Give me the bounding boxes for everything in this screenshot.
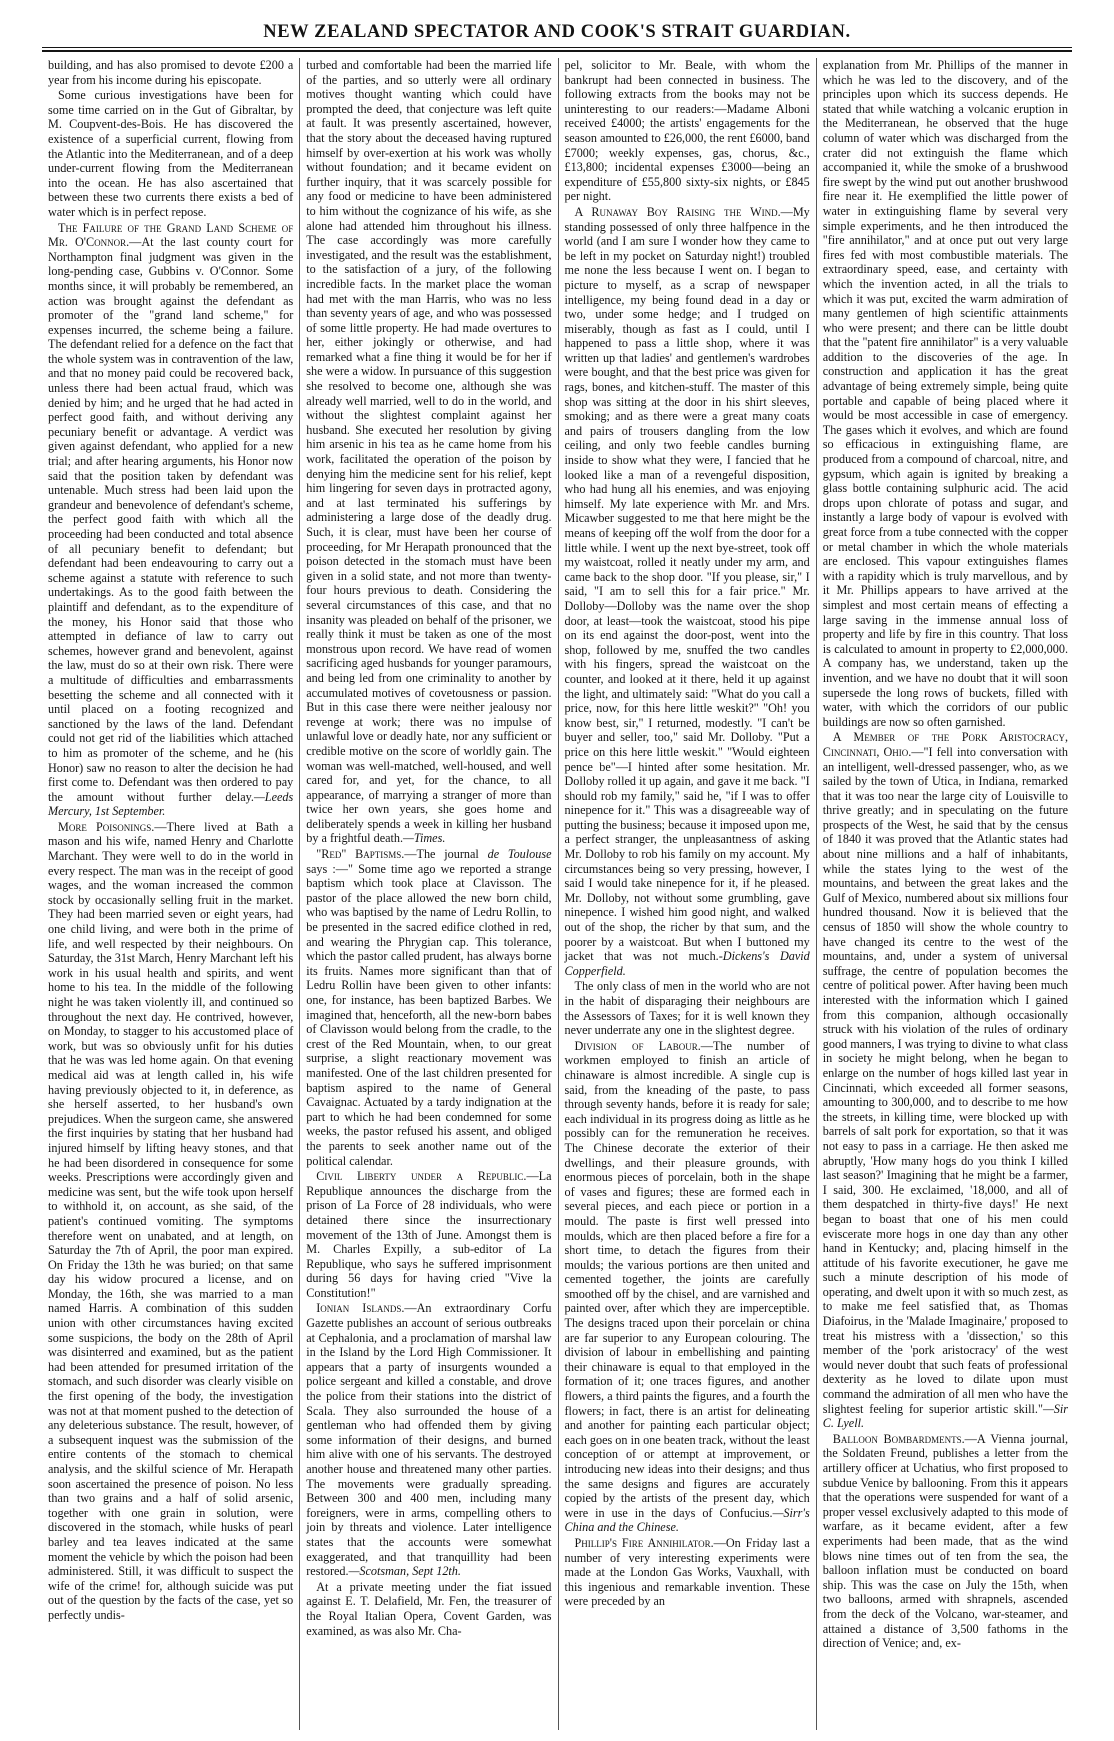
article-civil-liberty [306,1169,551,1300]
heading-land-scheme: The Failure of the Grand Land Scheme of Mr. O'Connor. [48,220,294,250]
heading-poisonings: More Poisonings. [58,819,155,834]
article-land-scheme-source: —Leeds Mercury, 1st September. [48,789,294,819]
heading-balloon-bombardments: Balloon Bombardments. [832,1431,965,1446]
article-pork-aristocracy-source: —Sir C. Lyell. [822,1401,1068,1431]
heading-red-baptisms: "Red" Baptisms. [316,847,405,862]
article-runaway-boy [565,205,810,978]
column-2 [299,58,557,1730]
article-fire-annihilator [565,1536,810,1609]
newspaper-title: NEW ZEALAND SPECTATOR AND COOK'S STRAIT GUARDIAN. [263,22,851,42]
masthead-rule-thin [42,47,1072,48]
article-assessors: The only class of men in the world who are not in the habit of disparaging their neighbours are the Assessors of Taxes; for it is well known they never underrate any one in the slightest degree. [564,979,810,1038]
column-3 [558,58,816,1730]
article-fire-annihilator-continued: explanation from Mr. Phillips of the manner in which he was led to the discovery, and of the principles upon which its success depends. He stated that while watching a volcanic eruption in the Mediterranean, he observed that the huge column of water which was discharged from the crater did not extinguish the flame which accompanied it, while the smoke of a brushwood fire swept by the wind put out another brushwood fire near it. He exemplified the little power of water in extinguishing flame by several very simple experiments, and he then introduced the "fire annihilator," and at once put out very large fires fed with most combustible materials. The extraordinary speed, ease, and certainty with which the invention acted, in all the trials to which it was put, excited the warm admiration of many gentlemen of high scientific attainments who were present; and there can be little doubt that the "patent fire annihilator" is a very valuable addition to the discoveries of the age. In construction and application it has the great advantage of being extremely simple, being quite portable and capable of being placed where it would be most accessible in case of emergency. The gases which it evolves, and which are found so efficacious in extinguishing flame, are produced from a compound of charcoal, nitre, and gypsum, which again is ignited by breaking a glass bottle containing sulphuric acid. The acid drops upon chlorate of potass and sugar, and instantly a large body of vapour is evolved with great force from a tube connected with the copper or metal chamber in which the whole materials are enclosed. This vapour extinguishes flames with a rapidity which is truly marvellous, and by it Mr. Phillips appears to have arrived at the simplest and most certain means of effecting a large saving in the immense annual loss of property and life by fire in this country. That loss is calculated to amount in property to £2,000,000. A company has, we understand, taken up the invention, and we have no doubt that it will soon supersede the long rows of buckets, filled with water, with which the corridors of our public buildings are now so often garnished. [822,58,1068,729]
article-pork-aristocracy [823,730,1068,1431]
article-red-baptisms-body-a: —The journal [404,847,488,862]
article-red-baptisms [306,847,551,1168]
article-red-baptisms-journal: de Toulouse [487,847,552,862]
masthead-rule-thick [42,50,1072,52]
article-poisonings-source: —Times. [403,831,446,846]
article-poisonings [48,820,293,1623]
article-poisonings-cont-body: turbed and comfortable had been the married life of the parties, and so utterly were all ordinary motives thought wanting which could have prompted the deed, that conjecture was left quite at fault. It was presently ascertained, however, that the story about the deceased having ruptured himself by over-exertion at his work was wholly without foundation; and it became evident on further inquiry, that it was scarcely possible for any food or medicine to have been administered to him without the cognizance of his wife, as she alone had attended him throughout his illness. The case accordingly was more carefully investigated, and the result was the establishment, to the satisfaction of a jury, of the following incredible facts. In the market place the woman had met with the man Harris, who was no less than seventy years of age, and who was possessed of some little property. He had made overtures to her, either jokingly or otherwise, and had remarked what a fine thing it would be for her if she were a widow. In pursuance of this suggestion she resolved to become one, although she was already well married, well to do in the world, and without the slightest complaint against her husband. She executed her resolution by giving him arsenic in his tea as he came home from his work, facilitated the operation of the poison by denying him the medicine sent for his relief, kept him lingering for seven days in protracted agony, and at last terminated his sufferings by administering a large dose of the deadly drug. Such, it is clear, must have been her course of proceeding, for Mr Herapath pronounced that the poison detected in the stomach must have been given in a solid state, and not more than twenty-four hours previous to death. Considering the several circumstances of this case, and that no insanity was pleaded on behalf of the prisoner, we really think it must be taken as one of the most monstrous upon record. We have read of women sacrificing aged husbands for younger paramours, and being led from one criminality to another by accumulated motives of covetousness or passion. But in this case there were neither jealousy nor revenge at work; there was no impulse of unlawful love or deadly hate, nor any sufficient or credible motive on the score of worldly gain. The woman was well-matched, well-housed, and well cared for, and yet, for the chance, to all appearance, of marrying a stranger of more than twice her own years, she goes home and deliberately spends a week in killing her husband by a frightful death. [306,58,552,846]
article-balloon-bombardments-body: —A Vienna journal, the Soldaten Freund, publishes a letter from the artillery officer at Uchatius, who first proposed to subdue Venice by ballooning. From this it appears that the operations were suspended for want of a proper vessel exclusively adapted to this mode of warfare, as it became evident, after a few experiments had been made, that as the wind blows nine times out of ten from the sea, the balloon inflation must be conducted on board ship. This was the case on July the 15th, when two balloons, armed with shrapnels, ascended from the deck of the Volcano, war-steamer, and attained a distance of 3,500 fathoms in the direction of Venice; and, ex- [822,1431,1069,1651]
article-fire-annihilator-body: —On Friday last a number of very interesting experiments were made at the London Gas Works, Vauxhall, with this ingenious and remarkable invention. These were preceded by an [564,1535,810,1609]
article-ionian-islands [306,1301,551,1578]
heading-pork-aristocracy: A Member of the Pork Aristocracy, Cincinnati, Ohio. [822,730,1068,759]
article-balloon-bombardments [823,1432,1068,1651]
article-civil-liberty-body: —La Republique announces the discharge from the prison of La Force of 28 individuals, who were detained there since the insurrectionary movement of the 13th of June. Amongst them is M. Charles Expilly, a sub-editor of La Republique, who says he suffered imprisonment during 56 days for having cried "Vive la Constitution!" [306,1169,552,1300]
article-gibraltar-currents: Some curious investigations have been for some time carried on in the Gut of Gibraltar, by M. Coupvent-des-Bois. He has discovered the existence of a superficial current, flowing from the Atlantic into the Mediterranean, and of a deep under-current flowing from the Mediterranean into the ocean. He has also ascertained that between these two currents there exists a bed of water which is in perfect repose. [48,88,294,219]
heading-ionian-islands: Ionian Islands. [316,1301,405,1316]
article-land-scheme-body: —At the last county court for Northampton final judgment was given in the long-pending case, Gubbins v. O'Connor. Some months since, it will probably be remembered, an action was brought against the defendant as promoter of the "grand land scheme," for expenses incurred, the scheme being a failure. The defendant relied for a defence on the fact that the whole system was in contravention of the law, and that no money paid could be recovered back, unless there had been actual fraud, which was denied by him; and he urged that he had acted in perfect good faith, and without deriving any pecuniary benefit or advantage. A verdict was given against defendant, who applied for a new trial; and after hearing arguments, his Honor now said that the position taken by defendant was untenable. Much stress had been laid upon the grandeur and benevolence of defendant's scheme, the perfect good faith with which all the proceeding had been conducted and total absence of all pecuniary benefit to defendant; but defendant had been endeavouring to carry out a scheme against a statute with reference to such undertakings. As to the good faith between the plaintiff and defendant, as to the expenditure of the money, his Honor said that those who attempted in defiance of law to carry out schemes, however grand and benevolent, against the law, must do so at their own risk. There were a multitude of difficulties and embarrassments besetting the scheme and all connected with it until placed on a footing recognized and sanctioned by the laws of the land. Defendant could not get rid of the liabilities which attached to him as promoter of the scheme, and he (his Honor) saw no reason to alter the decision he had first come to. Defendant was then ordered to pay the amount without further delay. [48,235,294,804]
article-bishop-continued: building, and has also promised to devote £200 a year from his income during his episcopate. [48,58,294,87]
column-1 [42,58,299,1730]
article-division-of-labour-body: —The number of workmen employed to finish an article of chinaware is almost incredible. A single cup is said, from the kneading of the paste, to pass through seventy hands, before it is ready for sale; each individual in its progress doing as little as he possibly can for the remuneration he receives. The Chinese decorate the exterior of their dwellings, and their pleasure grounds, with enormous pieces of porcelain, both in the shape of vases and figures; these are formed each in several pieces, and each piece or portion in a mould. The paste is first well pressed into moulds, which are then placed before a fire for a short time, to detach the figures from their moulds; the various portions are then united and cemented together, the joints are carefully smoothed off by the chisel, and are varnished and painted over, after which they are imperceptible. The designs traced upon their porcelain or china are far superior to any European colouring. The division of labour in embellishing and painting their chinaware is equal to that employed in the formation of it; one traces figures, and another flowers, a third paints the figures, and a fourth the flowers; in fact, there is an artist for delineating and another for painting each particular object; each goes on in one beaten track, without the least conception of or attempt at improvement, or introducing new ideas into their designs; and thus the same designs and figures are accurately copied by the artists of the present day, which were in use in the days of Confucius. [564,1038,810,1520]
article-red-baptisms-body-b: says :—" Some time ago we reported a strange baptism which took place at Clavisson. The pastor of the place allowed the new born child, who was baptised by the name of Ledru Rollin, to be presented in the sacred edifice clothed in red, and wearing the Phrygian cap. This tolerance, which the pastor called prudent, has always borne its fruits. Names more significant than that of Ledru Rollin have been given to other infants: one, for instance, has been baptized Barbes. We imagined that, henceforth, all the new-born babes of Clavisson would belong from the cradle, to the crest of the Red Mountain, when, to our great surprise, a slight reactionary movement was manifested. One of the last children presented for baptism aspired to the name of General Cavaignac. Actuated by a tardy indignation at the part to which he had been condemned for some weeks, the pastor refused his assent, and obliged the parents to seek another name out of the political calendar. [306,861,552,1168]
article-runaway-boy-body: —My standing possessed of only three halfpence in the world (and I am sure I wonder how they came to be left in my pocket on Saturday night!) troubled me none the less because I went on. I began to picture to myself, as a scrap of newspaper intelligence, my being found dead in a day or two, under some hedge; and I trudged on miserably, though as fast as I could, until I happened to pass a little shop, where it was written up that ladies' and gentlemen's wardrobes were bought, and that the best price was given for rags, bones, and kitchen-stuff. The master of this shop was sitting at the door in his shirt sleeves, smoking; and as there were a great many coats and pairs of trousers dangling from the low ceiling, and only two feeble candles burning inside to show what they were, I fancied that he looked like a man of a revengeful disposition, who had hung all his enemies, and was enjoying himself. My late experience with Mr. and Mrs. Micawber suggested to me that here might be the means of keeping off the wolf from the door for a little while. I went up the next bye-street, took off my waistcoat, rolled it neatly under my arm, and came back to the shop door. "If you please, sir," I said, "I am to sell this for a fair price." Mr. Dolloby—Dolloby was the name over the shop door, at least—took the waistcoat, stood his pipe on its end against the door-post, went into the shop, followed by me, snuffed the two candles with his fingers, spread the waistcoat on the counter, and looked at it there, held it up against the light, and ultimately said: "What do you call a price, now, for this here little weskit?" "Oh! you know best, sir," I returned, modestly. "I can't be buyer and seller, too," said Mr. Dolloby. "Put a price on this here little weskit." "Would eighteen pence be"—I hinted after some hesitation. Mr. Dolloby rolled it up again, and gave it me back. "I should rob my family," said he, "if I was to offer ninepence for it." This was a disagreeable way of putting the business; because it imposed upon me, a perfect stranger, the unpleasantness of asking Mr. Dolloby to rob his family on my account. My circumstances being so very pressing, however, I said I would take ninepence for it, if he pleased. Mr. Dolloby, not without some grumbling, gave ninepence. I wished him good night, and walked out of the shop, the richer by that sum, and the poorer by a waistcoat. But when I buttoned my jacket that was not much. [564,204,810,964]
masthead [0,0,1114,62]
article-ionian-islands-body: —An extraordinary Corfu Gazette publishes an account of serious outbreaks at Cephalonia, and a proclamation of marshal law in the Island by the Lord High Commissioner. It appears that a party of insurgents wounded a police sergeant and killed a constable, and drove the police from their stations into the district of Scala. They also surrounded the house of a gentleman who had offended them by giving some information of their designs, and burned him alive with one of his servants. The destroyed another house and threatened many other parties. The movements were gradually spreading. Between 300 and 400 men, including many foreigners, were in arms, compelling others to join by threats and violence. Later intelligence states that the accounts were somewhat exaggerated, and that tranquillity had been restored. [306,1301,552,1579]
heading-fire-annihilator: Phillip's Fire Annihilator. [574,1535,714,1550]
article-poisonings-continued [306,58,551,846]
article-poisonings-body: —There lived at Bath a mason and his wife, named Henry and Charlotte Marchant. They were well to do in the world in every respect. The man was in the receipt of good wages, and the woman increased the common stock by occasionally selling fruit in the market. They had been married seven or eight years, had one child living, and were both in the prime of life, and well respected by their neighbours. On Saturday, the 31st March, Henry Marchant left his work in his usual health and spirits, and went home to his tea. In the middle of the following night he was taken violently ill, and continued so throughout the next day. He contrived, however, on Monday, to stagger to his accustomed place of work, but was so obviously unfit for his duties that he was was led home again. On that evening medical aid was at length called in, his wife having previously objected to it, in deference, as she herself asserted, to her husband's own prejudices. When the surgeon came, she answered the first inquiries by stating that her husband had injured himself by lifting heavy stones, and that he had been disordered in consequence for some weeks. Prescriptions were accordingly given and medicine was sent, but the wife took upon herself to withhold it, on account, as she said, of the patient's continued vomiting. The symptoms therefore went on unabated, and at length, on Saturday the 7th of April, the poor man expired. On Friday the 13th he was buried; on that same day his widow procured a license, and on Monday, the 16th, she was married to a man named Harris. A combination of this sudden union with other circumstances having excited some suspicions, the body on the 28th of April was disinterred and examined, but as the patient had been attended for presumed irritation of the stomach, and such disorder was clearly visible on the first opening of the body, the investigation was not at that moment pushed to the detection of any deleterious substance. The result, however, of a subsequent inquest was the submission of the entire contents of the stomach to chemical analysis, and the skilful science of Mr. Herapath soon ascertained the presence of poison. No less than two grains and a half of solid arsenic, together with one grain in solution, were discovered in the stomach, while husks of pearl barley and tea leaves indicated at the same moment the vehicle by which the poison had been administered. Still, it was difficult to suspect the wife of the crime! for, although suicide was put out of the question by the facts of the case, yet so perfectly undis- [48,819,294,1622]
article-division-of-labour [565,1039,810,1535]
article-ionian-islands-source: —Scotsman, Sept 12th. [348,1564,461,1579]
article-opera-continued: pel, solicitor to Mr. Beale, with whom the bankrupt had been connected in business. The following extracts from the books may not be uninteresting to our readers:—Madame Alboni received £4000; the artists' engagements for the season amounted to £26,000, the rent £6000, band £7000; weekly expenses, gas, chorus, &c., £13,800; incidental expenses £3000—being an expenditure of £55,800 sixty-six nights, or £845 per night. [564,58,810,204]
article-opera-meeting: At a private meeting under the fiat issued against E. T. Delafield, Mr. Fen, the treasurer of the Royal Italian Opera, Covent Garden, was examined, as was also Mr. Cha- [306,1579,552,1638]
article-columns [42,58,1074,1730]
heading-runaway-boy: A Runaway Boy Raising the Wind. [574,204,781,219]
article-land-scheme [48,221,293,819]
article-division-of-labour-source: —Sirr's China and the Chinese. [564,1505,810,1535]
heading-civil-liberty: Civil Liberty under a Republic. [316,1169,527,1184]
column-4 [816,58,1074,1730]
article-pork-aristocracy-body: —"I fell into conversation with an intelligent, well-dressed passenger, who, as we sailed by the town of Utica, in Indiana, remarked that it was too near the large city of Louisville to thrive greatly; and in speculating on the future prospects of the West, he said that by the census of 1840 it was proved that the Atlantic states had about nine millions and a half of inhabitants, while the states lying to the west of the mountains, and between the great lakes and the Gulf of Mexico, numbered about six millions four hundred thousand. Now it is believed that the census of 1850 will show the whole country to have changed its centre to the west of the mountains, and, under a system of universal suffrage, the centre of population becomes the centre of political power. After having been much interested with the information which I gained from this companion, although occasionally struck with his violation of the rules of ordinary good manners, I was trying to divine to what class in society he might belong, when he began to enlarge on the number of hogs killed last year in Cincinnati, which exceeded all former seasons, amounting to 300,000, and to describe to me how the streets, in killing time, were blocked up with barrels of salt pork for exportation, so that it was not easy to pass in a carriage. He then asked me abruptly, 'How many hogs do you think I killed last season?' Imagining that he might be a farmer, I said, 300. He exclaimed, '18,000, and all of them despatched in thirty-five days!' He next began to boast that one of his men could eviscerate more hogs in one day than any other hand in Kentucky; and, placing himself in the attitude of his favorite executioner, he gave me such a minute description of his mode of operating, and dwelt upon it with so much zest, as to make me feel satisfied that, as Thomas Diafoirus, in the 'Malade Imaginaire,' proposed to treat his mistress with a 'dissection,' so this member of the 'pork aristocracy' of the west would never doubt that such feats of professional dexterity as he loved to dilate upon must command the admiration of all men who have the slightest feeling for superior artistic skill." [822,744,1069,1416]
article-runaway-boy-source: -Dickens's David Copperfield. [564,949,810,978]
heading-division-of-labour: Division of Labour. [574,1038,701,1053]
